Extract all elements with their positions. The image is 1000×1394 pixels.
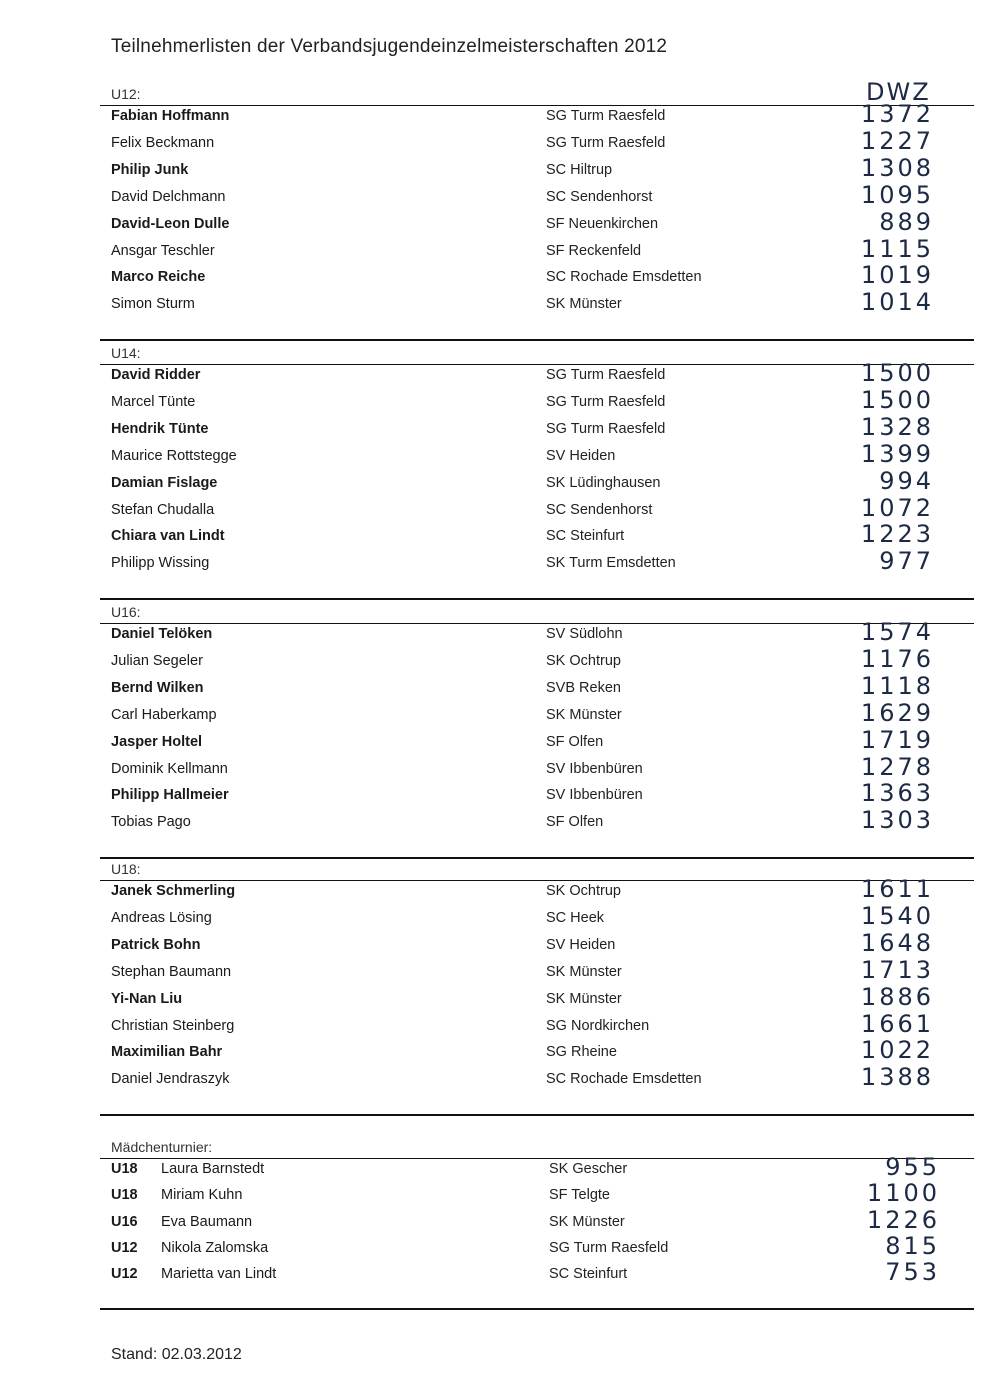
club-name: SV Heiden	[546, 936, 616, 953]
player-name: Marco Reiche	[111, 269, 206, 286]
age-group: U18	[111, 1187, 138, 1204]
dwz-rating: 1095	[860, 180, 934, 209]
table-row	[100, 520, 974, 553]
club-name: SV Ibbenbüren	[546, 787, 643, 804]
dwz-rating: 1629	[860, 698, 934, 727]
dwz-rating: 1303	[860, 806, 934, 835]
section-bottom-rule	[100, 1308, 974, 1310]
player-name: Christian Steinberg	[111, 1017, 235, 1034]
age-group: U12	[111, 1239, 138, 1256]
club-name: SK Münster	[546, 963, 622, 980]
dwz-rating: 1328	[860, 412, 934, 441]
dwz-rating: 1227	[860, 126, 934, 155]
club-name: SV Heiden	[546, 447, 616, 464]
player-name: Hendrik Tünte	[111, 420, 209, 437]
player-name: Philipp Wissing	[111, 555, 210, 572]
table-row	[100, 1009, 974, 1043]
table-row	[100, 779, 974, 812]
table-row	[100, 207, 974, 241]
table-row	[100, 493, 974, 527]
club-name: SV Ibbenbüren	[546, 760, 643, 777]
section-label: U16:	[111, 604, 141, 620]
player-name: Tobias Pago	[111, 814, 191, 831]
section-label: U12:	[111, 86, 141, 102]
table-row	[100, 180, 974, 214]
section-maedchenturnier	[100, 1139, 974, 1299]
table-row	[100, 126, 974, 160]
age-group: U12	[111, 1266, 138, 1283]
dwz-rating: 1176	[860, 644, 934, 673]
player-name: Damian Fislage	[111, 474, 218, 491]
table-row	[100, 1258, 974, 1291]
club-name: SK Ochtrup	[546, 883, 621, 899]
table-row	[100, 1205, 974, 1239]
player-name: Fabian Hoffmann	[111, 108, 230, 124]
player-name: Ansgar Teschler	[111, 242, 215, 259]
club-name: SC Steinfurt	[549, 1266, 628, 1283]
player-name: Laura Barnstedt	[161, 1161, 265, 1177]
player-name: Miriam Kuhn	[161, 1187, 243, 1204]
club-name: SK Münster	[546, 990, 622, 1007]
section-label: Mädchenturnier:	[111, 1139, 213, 1155]
club-name: SC Rochade Emsdetten	[546, 269, 702, 286]
status-date: Stand: 02.03.2012	[111, 1346, 242, 1363]
player-name: Philipp Hallmeier	[111, 787, 229, 804]
dwz-rating: 815	[885, 1231, 940, 1260]
table-row	[100, 288, 974, 321]
table-row	[100, 901, 974, 935]
player-name: Stefan Chudalla	[111, 501, 215, 518]
dwz-rating: 1226	[866, 1205, 940, 1234]
club-name: SF Telgte	[549, 1187, 610, 1204]
club-name: SG Turm Raesfeld	[546, 108, 666, 124]
age-group: U18	[111, 1161, 138, 1177]
dwz-rating: 1014	[860, 288, 934, 317]
table-row	[100, 698, 974, 732]
dwz-rating: 1372	[860, 100, 934, 128]
section-u12	[100, 86, 974, 326]
table-row	[100, 412, 974, 446]
dwz-rating: 1100	[866, 1179, 940, 1208]
player-name: Simon Sturm	[111, 296, 195, 313]
section-label: U18:	[111, 861, 141, 877]
section-bottom-rule	[100, 598, 974, 600]
club-name: SC Sendenhorst	[546, 501, 653, 518]
player-name: Patrick Bohn	[111, 936, 201, 953]
age-group: U16	[111, 1213, 138, 1230]
section-bottom-rule	[100, 1114, 974, 1116]
dwz-rating: 1713	[860, 955, 934, 984]
player-name: Yi-Nan Liu	[111, 990, 183, 1007]
table-row	[100, 547, 974, 580]
club-name: SK Lüdinghausen	[546, 474, 661, 491]
club-name: SK Gescher	[549, 1161, 628, 1177]
section-bottom-rule	[100, 857, 974, 859]
table-row	[100, 153, 974, 187]
table-row	[100, 234, 974, 268]
dwz-rating: 753	[885, 1258, 940, 1287]
club-name: SC Sendenhorst	[546, 188, 653, 205]
table-row	[100, 1036, 974, 1069]
club-name: SV Südlohn	[546, 626, 623, 642]
table-row	[100, 806, 974, 839]
club-name: SG Turm Raesfeld	[546, 393, 666, 410]
player-name: Eva Baumann	[161, 1213, 253, 1230]
player-name: Maximilian Bahr	[111, 1044, 223, 1061]
player-name: David Ridder	[111, 367, 201, 383]
dwz-rating: 1399	[860, 439, 934, 468]
table-row	[100, 875, 974, 908]
section-label: U14:	[111, 345, 141, 361]
table-row	[100, 261, 974, 294]
player-name: Andreas Lösing	[111, 909, 212, 926]
table-row	[100, 100, 974, 133]
club-name: SK Münster	[546, 706, 622, 723]
dwz-rating: 977	[879, 547, 934, 576]
player-name: Dominik Kellmann	[111, 760, 228, 777]
table-row	[100, 618, 974, 651]
club-name: SF Olfen	[546, 814, 604, 831]
dwz-rating: 1500	[860, 359, 934, 387]
player-name: Maurice Rottstegge	[111, 447, 237, 464]
dwz-rating: 1072	[860, 493, 934, 522]
table-row	[100, 725, 974, 759]
dwz-rating: 1363	[860, 779, 934, 808]
club-name: SK Ochtrup	[546, 652, 621, 669]
player-name: Julian Segeler	[111, 652, 203, 669]
player-name: Philip Junk	[111, 161, 189, 178]
section-u18	[100, 861, 974, 1101]
club-name: SK Turm Emsdetten	[546, 555, 676, 572]
section-bottom-rule	[100, 339, 974, 341]
dwz-rating: 1022	[860, 1036, 934, 1065]
section-u14	[100, 345, 974, 585]
table-row	[100, 982, 974, 1016]
player-name: Felix Beckmann	[111, 134, 215, 151]
table-row	[100, 1179, 974, 1212]
player-name: Nikola Zalomska	[161, 1239, 269, 1256]
player-name: David-Leon Dulle	[111, 215, 230, 232]
player-name: Stephan Baumann	[111, 963, 232, 980]
player-name: Jasper Holtel	[111, 733, 203, 750]
table-row	[100, 1153, 974, 1186]
dwz-rating: 1719	[860, 725, 934, 754]
player-name: Carl Haberkamp	[111, 706, 217, 723]
dwz-rating: 1223	[860, 520, 934, 549]
club-name: SVB Reken	[546, 679, 621, 696]
club-name: SC Heek	[546, 909, 605, 926]
dwz-rating: 889	[879, 207, 934, 236]
table-row	[100, 466, 974, 500]
dwz-rating: 1388	[860, 1063, 934, 1092]
club-name: SC Rochade Emsdetten	[546, 1071, 702, 1088]
dwz-rating: 1115	[860, 234, 934, 263]
table-row	[100, 752, 974, 786]
dwz-rating: 1574	[860, 618, 934, 646]
club-name: SK Münster	[549, 1213, 625, 1230]
dwz-rating: 1648	[860, 928, 934, 957]
section-u16	[100, 604, 974, 844]
player-name: David Delchmann	[111, 188, 226, 205]
player-name: Marcel Tünte	[111, 393, 196, 410]
player-name: Chiara van Lindt	[111, 528, 225, 545]
dwz-rating: 1308	[860, 153, 934, 182]
club-name: SG Rheine	[546, 1044, 617, 1061]
table-row	[100, 928, 974, 962]
club-name: SG Turm Raesfeld	[546, 134, 666, 151]
dwz-rating: 1611	[860, 875, 934, 903]
dwz-rating: 955	[885, 1153, 940, 1181]
table-row	[100, 644, 974, 678]
table-row	[100, 671, 974, 705]
player-name: Daniel Telöken	[111, 626, 213, 642]
table-row	[100, 385, 974, 419]
dwz-rating: 1661	[860, 1009, 934, 1038]
table-row	[100, 1231, 974, 1265]
dwz-rating: 1278	[860, 752, 934, 781]
club-name: SK Münster	[546, 296, 622, 313]
dwz-rating: 1886	[860, 982, 934, 1011]
club-name: SF Reckenfeld	[546, 242, 642, 259]
club-name: SF Olfen	[546, 733, 604, 750]
club-name: SC Hiltrup	[546, 161, 613, 178]
table-row	[100, 1063, 974, 1096]
player-name: Bernd Wilken	[111, 679, 204, 696]
dwz-rating: 994	[879, 466, 934, 495]
club-name: SG Turm Raesfeld	[546, 367, 666, 383]
club-name: SG Nordkirchen	[546, 1017, 650, 1034]
club-name: SG Turm Raesfeld	[546, 420, 666, 437]
club-name: SF Neuenkirchen	[546, 215, 659, 232]
player-name: Daniel Jendraszyk	[111, 1071, 230, 1088]
dwz-rating: 1118	[860, 671, 934, 700]
dwz-rating: 1540	[860, 901, 934, 930]
player-name: Janek Schmerling	[111, 883, 236, 899]
club-name: SG Turm Raesfeld	[549, 1239, 669, 1256]
page-title: Teilnehmerlisten der Verbandsjugendeinzelmeisterschaften 2012	[111, 36, 668, 57]
table-row	[100, 359, 974, 392]
player-name: Marietta van Lindt	[161, 1266, 277, 1283]
dwz-rating: 1500	[860, 385, 934, 414]
table-row	[100, 955, 974, 989]
dwz-column-header: DWZ	[866, 78, 931, 106]
club-name: SC Steinfurt	[546, 528, 625, 545]
dwz-rating: 1019	[860, 261, 934, 290]
table-row	[100, 439, 974, 473]
